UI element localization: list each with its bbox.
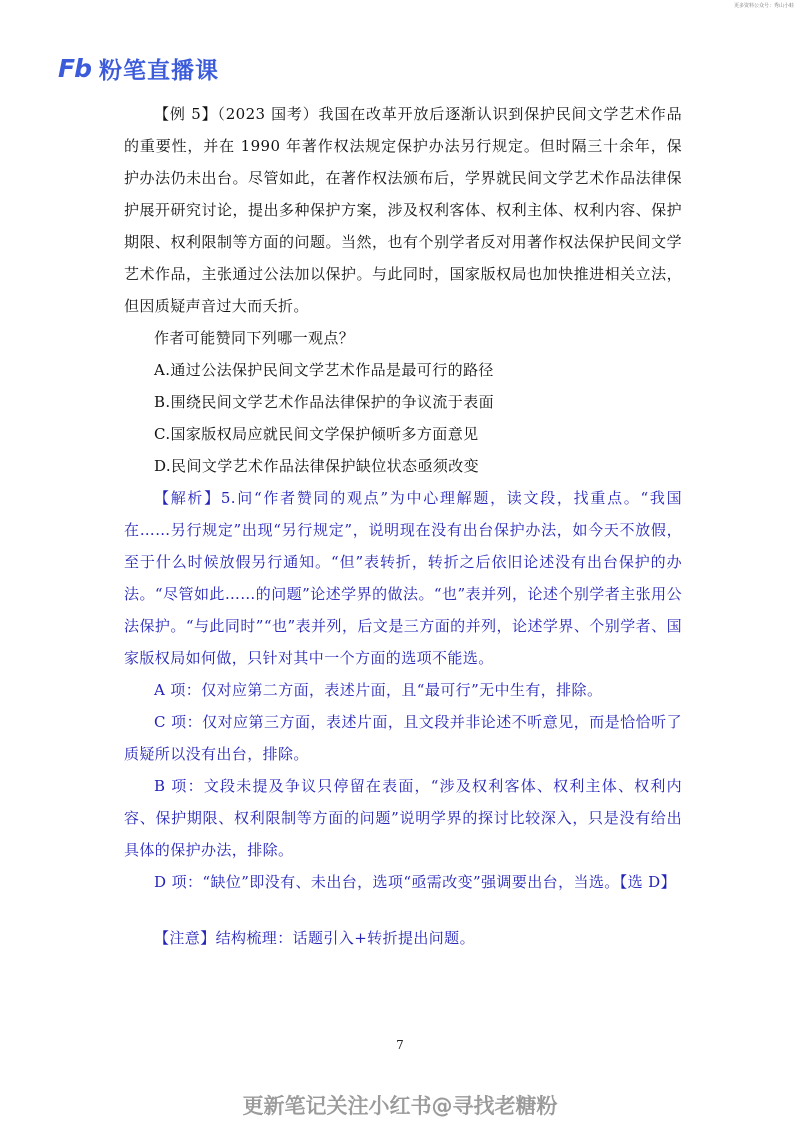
question-stem: 【例 5】（2023 国考）我国在改革开放后逐渐认识到保护民间文学艺术作品的重要性，并在 1990 年著作权法规定保护办法另行规定。但时隔三十余年，保护办法仍未出台。尽管如此，在著作权法颁布后，学界就民间文学艺术作品法律保护展开研究讨论，提出多种保护方案，涉及权利客体、权利主体、权利内容、保护期限、权利限制等方面的问题。当然，也有个别学者反对用著作权法保护民间文学艺术作品，主张通过公法加以保护。与此同时，国家版权局也加快推进相关立法，但因质疑声音过大而夭折。 [124, 105, 682, 315]
question-prompt: 作者可能赞同下列哪一观点？ [154, 329, 355, 347]
analysis-note: 【注意】结构梳理：话题引入+转折提出问题。 [154, 929, 475, 947]
page-number: 7 [396, 1038, 404, 1052]
option-c: C.国家版权局应就民间文学保护倾听多方面意见 [154, 425, 479, 443]
footer-watermark: 更新笔记关注小红书@寻找老糖粉 [242, 1094, 558, 1118]
analysis-item-b: B 项：文段未提及争议只停留在表面，“涉及权利客体、权利主体、权利内容、保护期限、权利限制等方面的问题”说明学界的探讨比较深入，只是没有给出具体的保护办法，排除。 [124, 777, 682, 859]
corner-note: 更多资料公众号：秀山小蛙 [733, 3, 794, 9]
logo-text: 粉笔直播课 [98, 58, 219, 84]
analysis-item-d: D 项：“缺位”即没有、未出台，选项“亟需改变”强调要出台，当选。【选 D】 [154, 873, 676, 891]
brand-logo [58, 52, 219, 85]
logo-mark: Fb [58, 54, 91, 83]
analysis-item-a: A 项：仅对应第二方面，表述片面，且“最可行”无中生有，排除。 [154, 681, 603, 699]
document-body [124, 98, 682, 954]
analysis-item-c: C 项：仅对应第三方面，表述片面，且文段并非论述不听意见，而是恰恰听了质疑所以没有出台，排除。 [124, 713, 682, 763]
analysis-intro: 【解析】5.问“作者赞同的观点”为中心理解题，读文段，找重点。“我国在……另行规定”出现“另行规定”，说明现在没有出台保护办法，如今天不放假，至于什么时候放假另行通知。“但”表转折，转折之后依旧论述没有出台保护的办法。“尽管如此……的问题”论述学界的做法。“也”表并列，论述个别学者主张用公法保护。“与此同时”“也”表并列，后文是三方面的并列，论述学界、个别学者、国家版权局如何做，只针对其中一个方面的选项不能选。 [124, 489, 682, 667]
option-b: B.围绕民间文学艺术作品法律保护的争议流于表面 [154, 393, 494, 411]
option-d: D.民间文学艺术作品法律保护缺位状态亟须改变 [154, 457, 480, 475]
spacer [124, 898, 682, 922]
option-a: A.通过公法保护民间文学艺术作品是最可行的路径 [154, 361, 494, 379]
